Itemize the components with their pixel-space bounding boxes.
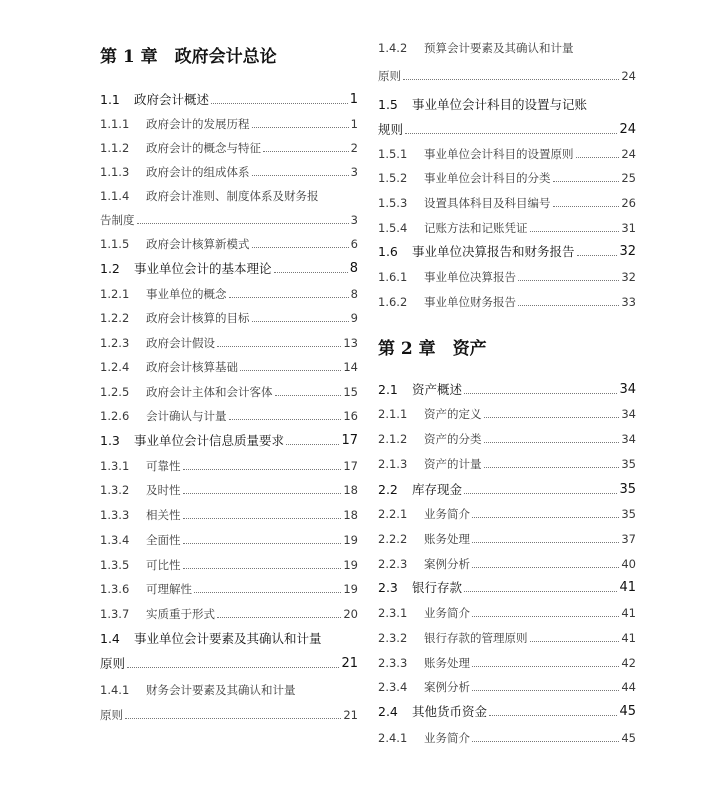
toc-entry-title: 政府会计的发展历程 [146,117,250,131]
toc-entry-number: 2.3.3 [378,656,408,670]
toc-entry-number: 1.5.2 [378,171,408,185]
toc-entry-number: 1.3 [100,433,120,448]
toc-entry-title: 政府会计核算基础 [146,360,238,374]
toc-entry [378,378,636,398]
toc-entry-title: 政府会计核算新模式 [146,237,250,251]
toc-entry-number: 1.3.3 [100,508,130,522]
toc-entry [378,402,636,422]
toc-entry-page: 24 [621,147,636,161]
toc-entry-page: 34 [621,407,636,421]
toc-entry [100,232,358,252]
toc-entry-title: 银行存款 [412,580,463,595]
dot-leader [484,466,620,468]
toc-entry [100,136,358,156]
toc-entry [100,331,358,351]
toc-entry [378,166,636,186]
toc-entry [378,427,636,447]
toc-entry-number: 1.3.5 [100,558,130,572]
toc-entry-number: 2.3.4 [378,680,408,694]
toc-entry [100,627,358,647]
toc-entry [378,675,636,695]
dot-leader [472,566,619,568]
toc-entry-continuation [100,652,358,672]
toc-entry-title: 可比性 [146,558,181,572]
toc-entry-number: 2.3.1 [378,606,408,620]
toc-entry-number: 1.4.2 [378,41,408,55]
dot-leader [183,542,342,544]
toc-entry-number: 2.4.1 [378,731,408,745]
toc-entry [378,502,636,522]
toc-entry-page: 37 [621,532,636,546]
toc-entry-number: 1.1.4 [100,189,130,203]
dot-leader [472,615,619,617]
dot-leader [403,78,619,80]
toc-entry-number: 2.1.1 [378,407,408,421]
toc-entry-page: 15 [343,385,358,399]
toc-entry-page: 13 [343,336,358,350]
dot-leader [518,279,619,281]
dot-leader [229,418,342,420]
toc-entry-page: 45 [619,704,636,719]
toc-entry-number: 2.1.3 [378,457,408,471]
toc-entry [100,257,358,277]
toc-entry-page: 21 [343,708,358,722]
toc-entry-number: 1.2.1 [100,287,130,301]
dot-leader [472,740,619,742]
toc-entry-title: 业务简介 [424,507,470,521]
toc-entry-page: 1 [350,117,358,131]
toc-entry-title-continued: 告制度 [100,213,135,227]
toc-entry-number: 1.2.6 [100,409,130,423]
dot-leader [472,516,619,518]
toc-entry-number: 1.3.6 [100,582,130,596]
toc-entry-number: 1.5 [378,97,398,112]
toc-entry [100,355,358,375]
dot-leader [274,271,348,273]
toc-entry-title: 记账方法和记账凭证 [424,221,528,235]
dot-leader [553,205,620,207]
toc-entry-title: 其他货币资金 [412,704,488,719]
toc-entry [100,478,358,498]
dot-leader [484,441,620,443]
toc-entry [100,454,358,474]
toc-entry-title: 相关性 [146,508,181,522]
toc-entry-page: 40 [621,557,636,571]
dot-leader [183,517,342,519]
toc-entry-title: 事业单位决算报告 [424,270,516,284]
dot-leader [240,369,341,371]
toc-entry-title: 政府会计主体和会计客体 [146,385,273,399]
toc-entry-continuation [378,64,636,84]
toc-entry [378,290,636,310]
toc-entry [378,726,636,746]
dot-leader [229,296,349,298]
toc-entry [100,306,358,326]
toc-entry-page: 31 [621,221,636,235]
dot-leader [127,666,339,668]
dot-leader [275,394,342,396]
toc-entry-page: 17 [341,433,358,448]
toc-entry-title: 财务会计要素及其确认和计量 [146,683,296,697]
toc-entry-title: 案例分析 [424,557,470,571]
toc-entry-page: 33 [621,295,636,309]
toc-entry-continuation [100,208,358,228]
toc-entry-title-continued: 原则 [378,69,401,83]
toc-entry-page: 9 [350,311,358,325]
toc-entry [378,265,636,285]
toc-entry-title: 资产的计量 [424,457,482,471]
toc-entry-title-continued: 原则 [100,708,123,722]
toc-entry [378,478,636,498]
toc-entry-title: 事业单位会计科目的设置与记账 [412,97,588,112]
toc-entry-title: 实质重于形式 [146,607,215,621]
toc-entry-title: 政府会计概述 [134,92,210,107]
toc-entry-title: 及时性 [146,483,181,497]
toc-entry-title: 设置具体科目及科目编号 [424,196,551,210]
toc-entry-page: 44 [621,680,636,694]
toc-entry-page: 6 [350,237,358,251]
dot-leader [576,156,620,158]
toc-entry-number: 1.1 [100,92,120,107]
toc-entry-number: 1.3.7 [100,607,130,621]
toc-entry-title: 事业单位会计科目的分类 [424,171,551,185]
dot-leader [125,717,341,719]
toc-entry-number: 2.3 [378,580,398,595]
toc-entry [100,184,358,204]
toc-entry-title: 资产的定义 [424,407,482,421]
toc-entry-number: 2.4 [378,704,398,719]
toc-entry-page: 17 [343,459,358,473]
toc-entry-title: 政府会计准则、制度体系及财务报 [146,189,319,203]
toc-entry-title: 资产概述 [412,382,463,397]
toc-entry-title: 业务简介 [424,731,470,745]
toc-entry-title: 事业单位会计信息质量要求 [134,433,285,448]
dot-leader [252,174,349,176]
toc-entry-page: 3 [350,165,358,179]
toc-entry-page: 32 [621,270,636,284]
dot-leader [464,392,617,394]
dot-leader [217,345,341,347]
dot-leader [183,492,342,494]
toc-entry [100,528,358,548]
toc-entry [100,112,358,132]
toc-entry-title: 资产的分类 [424,432,482,446]
toc-entry [378,216,636,236]
toc-entry-number: 1.6.2 [378,295,408,309]
dot-leader [530,640,620,642]
dot-leader [577,254,618,256]
toc-entry-title-continued: 规则 [378,122,404,137]
toc-entry-number: 1.2.5 [100,385,130,399]
toc-entry-title: 案例分析 [424,680,470,694]
toc-entry-title: 政府会计的组成体系 [146,165,250,179]
toc-entry-title: 事业单位决算报告和财务报告 [412,244,575,259]
dot-leader [530,230,620,232]
toc-entry-title: 可理解性 [146,582,192,596]
toc-entry-page: 41 [621,631,636,645]
toc-entry-page: 14 [343,360,358,374]
toc-entry [378,552,636,572]
toc-entry [378,700,636,720]
toc-entry [378,240,636,260]
toc-entry-page: 18 [343,483,358,497]
toc-entry-number: 2.2.1 [378,507,408,521]
dot-leader [553,180,620,182]
toc-entry [378,452,636,472]
toc-entry-page: 41 [619,580,636,595]
toc-entry-number: 1.5.4 [378,221,408,235]
dot-leader [472,541,619,543]
toc-entry-title: 事业单位的概念 [146,287,227,301]
dot-leader [263,150,349,152]
dot-leader [464,590,617,592]
toc-entry-number: 1.3.4 [100,533,130,547]
toc-entry-number: 2.3.2 [378,631,408,645]
toc-entry-title-continued: 原则 [100,656,126,671]
toc-entry [100,503,358,523]
dot-leader [252,320,349,322]
toc-entry-page: 34 [619,382,636,397]
toc-entry-title: 库存现金 [412,482,463,497]
toc-entry [378,576,636,596]
toc-entry-number: 2.1.2 [378,432,408,446]
toc-entry-title: 政府会计假设 [146,336,215,350]
toc-entry-page: 35 [619,482,636,497]
toc-entry [100,602,358,622]
dot-leader [252,246,349,248]
dot-leader [217,616,341,618]
toc-entry-number: 1.5.1 [378,147,408,161]
toc-entry-page: 35 [621,507,636,521]
toc-entry [378,651,636,671]
dot-leader [183,468,342,470]
toc-entry-page: 45 [621,731,636,745]
toc-entry-title: 政府会计的概念与特征 [146,141,261,155]
toc-entry-page: 8 [349,261,358,276]
toc-entry-title: 事业单位会计的基本理论 [134,261,272,276]
toc-entry-number: 1.4 [100,631,120,646]
toc-entry-page: 21 [341,656,358,671]
toc-entry-title: 会计确认与计量 [146,409,227,423]
toc-entry-page: 16 [343,409,358,423]
toc-entry-page: 1 [349,92,358,107]
dot-leader [464,492,617,494]
toc-entry [378,191,636,211]
toc-entry-title: 可靠性 [146,459,181,473]
toc-entry-number: 1.2.2 [100,311,130,325]
toc-entry [100,678,358,698]
toc-entry-title: 业务简介 [424,606,470,620]
dot-leader [405,132,617,134]
toc-entry-page: 18 [343,508,358,522]
toc-entry-title: 账务处理 [424,656,470,670]
toc-entry [100,282,358,302]
toc-entry-page: 20 [343,607,358,621]
toc-entry-title: 银行存款的管理原则 [424,631,528,645]
toc-entry [378,626,636,646]
toc-entry-number: 1.1.2 [100,141,130,155]
toc-entry-title: 事业单位会计要素及其确认和计量 [134,631,322,646]
toc-entry-number: 1.5.3 [378,196,408,210]
dot-leader [472,665,619,667]
dot-leader [518,304,619,306]
toc-entry-number: 1.1.1 [100,117,130,131]
toc-entry-number: 1.1.5 [100,237,130,251]
toc-entry [378,93,636,113]
dot-leader [489,714,617,716]
toc-entry [100,160,358,180]
toc-entry-page: 3 [350,213,358,227]
toc-entry-number: 2.2.3 [378,557,408,571]
toc-entry [100,553,358,573]
toc-entry [100,429,358,449]
toc-entry-number: 1.3.1 [100,459,130,473]
toc-entry-number: 1.2 [100,261,120,276]
toc-entry-page: 24 [619,122,636,137]
toc-entry-number: 2.2.2 [378,532,408,546]
toc-entry-number: 1.6 [378,244,398,259]
dot-leader [472,689,619,691]
dot-leader [194,591,341,593]
dot-leader [252,126,349,128]
toc-entry-title: 全面性 [146,533,181,547]
toc-entry-title: 预算会计要素及其确认和计量 [424,41,574,55]
dot-leader [183,567,342,569]
toc-entry-number: 2.1 [378,382,398,397]
toc-entry-page: 8 [350,287,358,301]
chapter-2-heading: 第 2 章 资产 [378,339,487,359]
toc-entry-page: 24 [621,69,636,83]
toc-entry [378,527,636,547]
toc-entry-continuation [100,703,358,723]
dot-leader [484,416,620,418]
dot-leader [286,443,339,445]
toc-entry-number: 1.2.4 [100,360,130,374]
toc-entry [100,577,358,597]
toc-entry-title: 事业单位会计科目的设置原则 [424,147,574,161]
toc-entry [378,142,636,162]
toc-entry-continuation [378,118,636,138]
chapter-1-heading: 第 1 章 政府会计总论 [100,47,277,67]
toc-entry-title: 账务处理 [424,532,470,546]
toc-entry-number: 1.4.1 [100,683,130,697]
toc-entry-page: 32 [619,244,636,259]
toc-entry-number: 1.1.3 [100,165,130,179]
toc-entry-page: 41 [621,606,636,620]
toc-entry-title: 事业单位财务报告 [424,295,516,309]
toc-entry-page: 19 [343,582,358,596]
toc-entry [378,36,636,56]
toc-entry [100,88,358,108]
toc-entry-number: 1.3.2 [100,483,130,497]
dot-leader [137,222,349,224]
toc-entry-number: 1.6.1 [378,270,408,284]
toc-entry-page: 42 [621,656,636,670]
toc-entry-number: 1.2.3 [100,336,130,350]
toc-entry [378,601,636,621]
toc-entry-number: 2.2 [378,482,398,497]
toc-entry-page: 35 [621,457,636,471]
toc-entry-page: 19 [343,533,358,547]
dot-leader [211,102,348,104]
toc-entry-page: 25 [621,171,636,185]
toc-entry-page: 19 [343,558,358,572]
toc-entry-page: 26 [621,196,636,210]
toc-entry-title: 政府会计核算的目标 [146,311,250,325]
toc-entry-page: 34 [621,432,636,446]
toc-entry [100,404,358,424]
toc-entry [100,380,358,400]
toc-entry-page: 2 [350,141,358,155]
